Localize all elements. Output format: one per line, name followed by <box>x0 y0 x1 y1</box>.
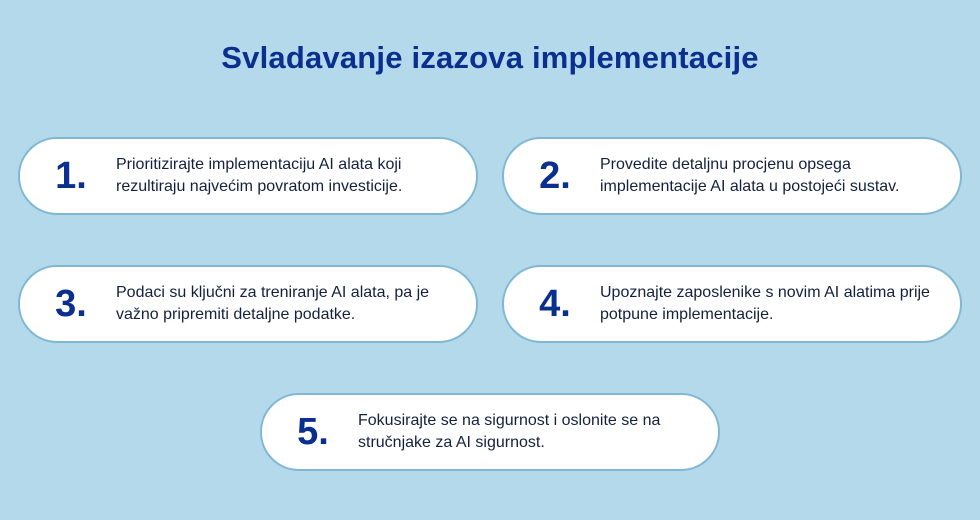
step-text: Provedite detaljnu procjenu opsega implementacije AI alata u postojeći sustav. <box>600 156 900 195</box>
step-card-4 <box>502 265 962 343</box>
step-number: 3. <box>55 282 87 325</box>
step-number: 5. <box>297 410 329 453</box>
step-text: Upoznajte zaposlenike s novim AI alatima prije potpune implementacije. <box>600 284 930 323</box>
step-card-5 <box>260 393 720 471</box>
step-card-3 <box>18 265 478 343</box>
step-text: Fokusirajte se na sigurnost i oslonite se na stručnjake za AI sigurnost. <box>358 412 661 451</box>
step-number: 2. <box>539 154 571 197</box>
page-title: Svladavanje izazova implementacije <box>221 40 759 75</box>
step-number: 4. <box>539 282 571 325</box>
step-number: 1. <box>55 154 87 197</box>
step-text: Podaci su ključni za treniranje AI alata, pa je važno pripremiti detaljne podatke. <box>116 284 430 323</box>
step-card-2 <box>502 137 962 215</box>
step-card-1 <box>18 137 478 215</box>
step-text: Prioritizirajte implementaciju AI alata koji rezultiraju najvećim povratom investicije. <box>116 156 403 195</box>
